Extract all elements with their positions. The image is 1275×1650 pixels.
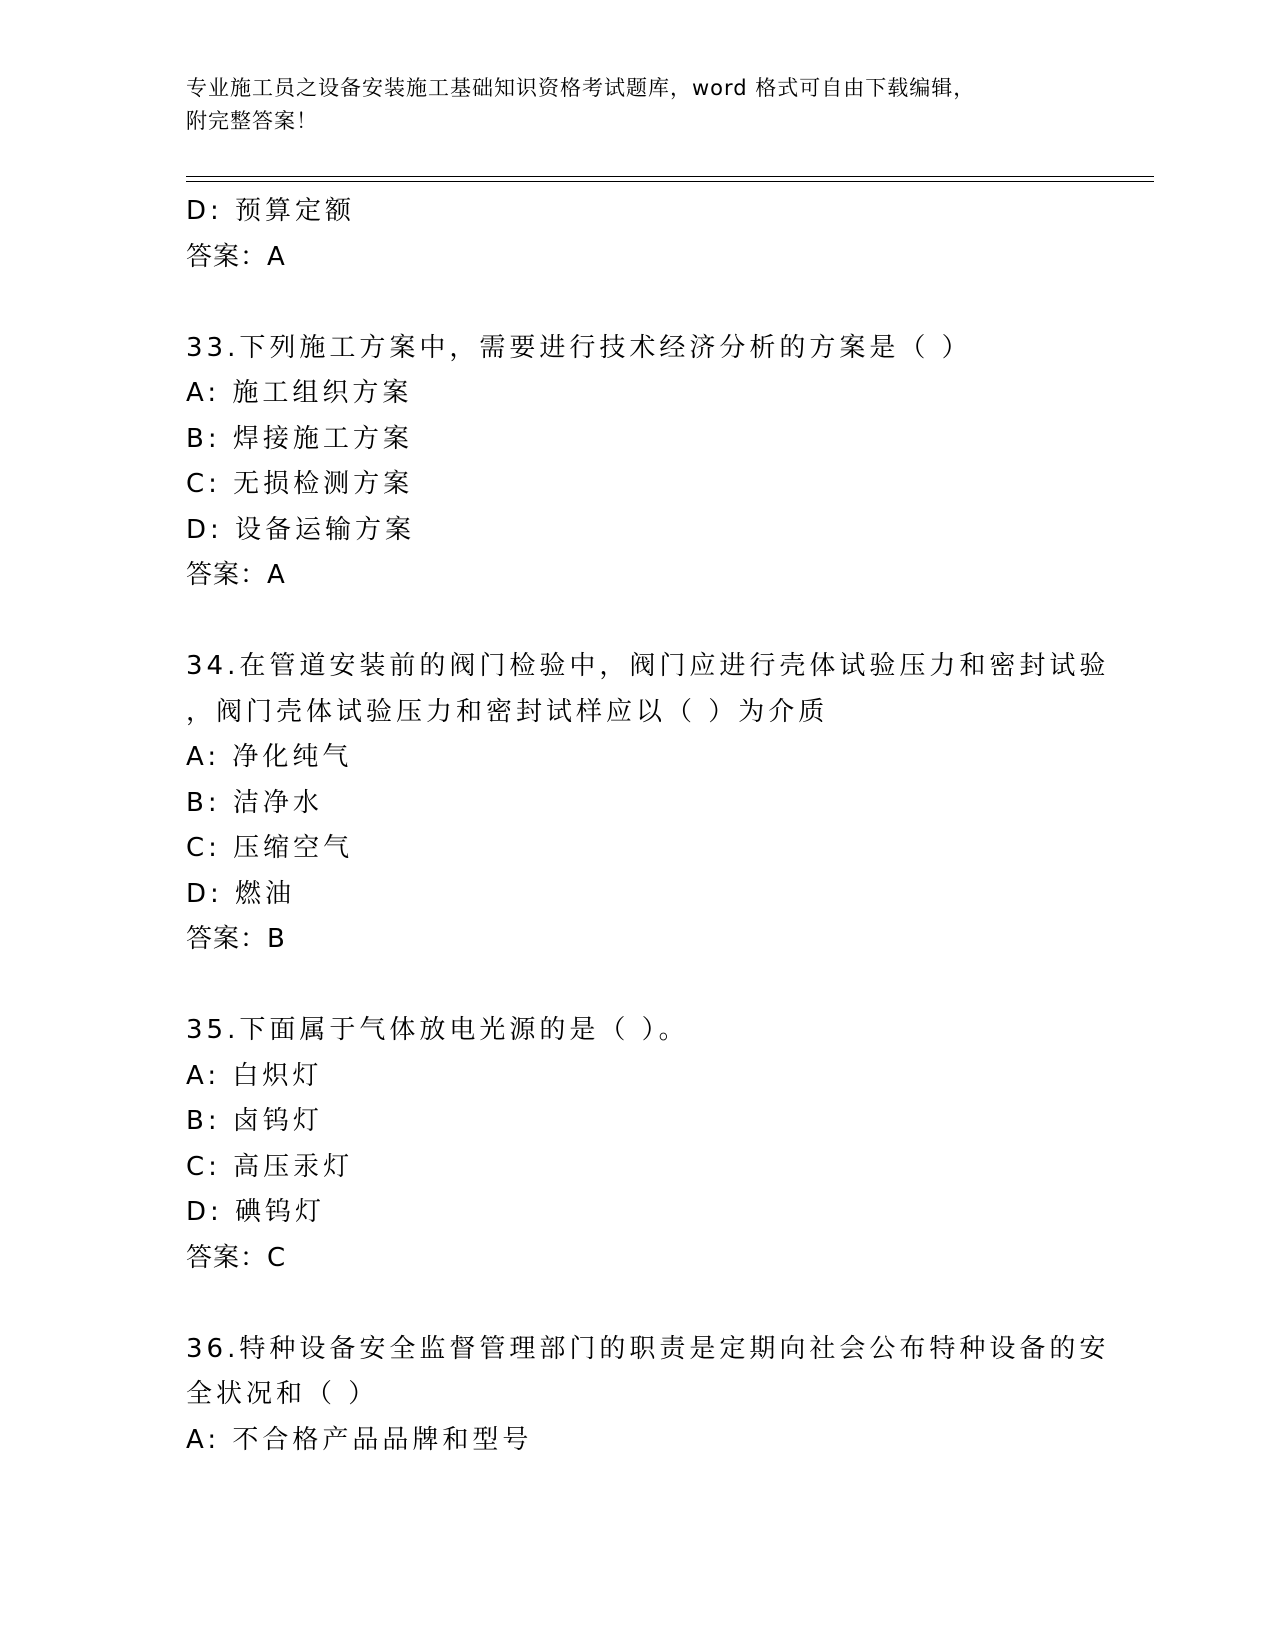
answer: 答案：C — [186, 1242, 287, 1273]
question-stem-continued: ，阀门壳体试验压力和密封试样应以（ ）为介质 — [186, 696, 829, 727]
spacer — [186, 963, 1086, 1009]
question-stem: 33.下列施工方案中，需要进行技术经济分析的方案是（ ） — [186, 332, 972, 363]
question-34 — [186, 644, 1110, 963]
prev-option-d: D: 预算定额 — [186, 196, 356, 226]
header-divider-bottom — [186, 181, 1154, 182]
prev-answer: 答案：A — [186, 241, 286, 272]
option-a: A: 净化纯气 — [186, 742, 353, 772]
question-stem: 35.下面属于气体放电光源的是（ ）。 — [186, 1015, 689, 1045]
option-b: B: 洁净水 — [186, 787, 323, 818]
spacer — [186, 280, 1086, 326]
option-a: A: 不合格产品品牌和型号 — [186, 1424, 533, 1455]
option-d: D: 燃油 — [186, 878, 296, 909]
option-c: C: 高压汞灯 — [186, 1151, 354, 1182]
question-list — [186, 189, 1110, 1463]
header-divider-top — [186, 176, 1154, 177]
option-c: C: 无损检测方案 — [186, 469, 414, 499]
option-d: D: 设备运输方案 — [186, 514, 416, 545]
option-c: C: 压缩空气 — [186, 833, 354, 863]
answer: 答案：B — [186, 924, 286, 954]
spacer — [186, 1281, 1086, 1327]
option-b: B: 卤钨灯 — [186, 1106, 323, 1136]
document-header — [186, 72, 1086, 138]
option-a: A: 施工组织方案 — [186, 378, 413, 408]
question-33 — [186, 326, 1086, 599]
question-stem: 34.在管道安装前的阀门检验中，阀门应进行壳体试验压力和密封试验 — [186, 651, 1110, 681]
answer: 答案：A — [186, 560, 286, 590]
question-36 — [186, 1327, 1110, 1464]
option-a: A: 白炽灯 — [186, 1060, 323, 1091]
option-d: D: 碘钨灯 — [186, 1197, 326, 1227]
header-title-line-1: 专业施工员之设备安装施工基础知识资格考试题库，word 格式可自由下载编辑， — [186, 76, 976, 100]
question-35 — [186, 1008, 1086, 1281]
option-b: B: 焊接施工方案 — [186, 423, 413, 454]
question-stem-continued: 全状况和（ ） — [186, 1379, 379, 1409]
header-title-line-2: 附完整答案！ — [186, 109, 318, 133]
question-stem: 36.特种设备安全监督管理部门的职责是定期向社会公布特种设备的安 — [186, 1333, 1110, 1364]
spacer — [186, 599, 1086, 645]
